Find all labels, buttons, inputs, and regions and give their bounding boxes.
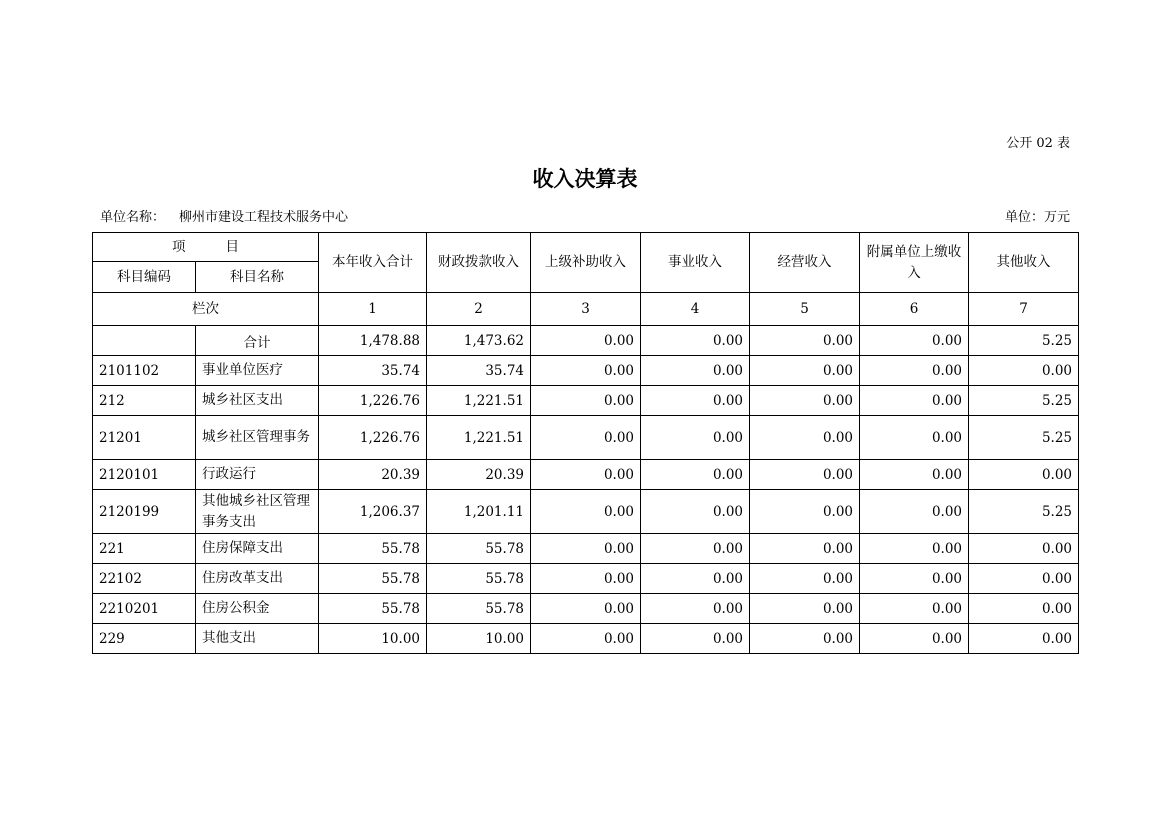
- table-row: [93, 594, 1079, 624]
- row-value: 0.00: [969, 534, 1079, 564]
- row-value: 0.00: [531, 594, 641, 624]
- row-name: 其他城乡社区管理事务支出: [196, 490, 319, 534]
- row-value: 0.00: [750, 490, 860, 534]
- row-value: 0.00: [531, 356, 641, 386]
- row-value: 0.00: [641, 534, 750, 564]
- table-row: [93, 534, 1079, 564]
- row-value: 1,206.37: [319, 490, 427, 534]
- row-value: 55.78: [319, 594, 427, 624]
- unit-name-label: 单位名称：: [100, 210, 166, 225]
- row-value: 55.78: [319, 534, 427, 564]
- row-value: 5.25: [969, 386, 1079, 416]
- row-value: 35.74: [427, 356, 531, 386]
- row-value: 0.00: [641, 594, 750, 624]
- table-row: [93, 490, 1079, 534]
- row-code: 2101102: [93, 356, 196, 386]
- col-number-6: 6: [860, 293, 969, 326]
- header-line-label: 栏次: [93, 293, 319, 326]
- row-name: 城乡社区支出: [196, 386, 319, 416]
- row-code: [93, 326, 196, 356]
- row-value: 0.00: [641, 386, 750, 416]
- row-value: 0.00: [969, 356, 1079, 386]
- row-value: 0.00: [860, 356, 969, 386]
- row-value: 0.00: [860, 564, 969, 594]
- table-row: [93, 356, 1079, 386]
- row-value: 55.78: [427, 594, 531, 624]
- row-value: 0.00: [531, 326, 641, 356]
- table-row-total: [93, 326, 1079, 356]
- item-header-char-2: 目: [225, 238, 239, 255]
- header-col-1: 本年收入合计: [319, 233, 427, 293]
- row-value: 0.00: [750, 564, 860, 594]
- header-subject-name: 科目名称: [196, 262, 319, 293]
- row-value: 0.00: [750, 624, 860, 654]
- row-code: 22102: [93, 564, 196, 594]
- col-number-2: 2: [427, 293, 531, 326]
- form-number: 公开 02 表: [1006, 136, 1070, 151]
- row-value: 0.00: [860, 386, 969, 416]
- page-title: 收入决算表: [532, 167, 638, 191]
- item-header-char-1: 项: [172, 238, 186, 255]
- row-value: 5.25: [969, 326, 1079, 356]
- row-name: 合计: [196, 326, 319, 356]
- col-number-7: 7: [969, 293, 1079, 326]
- unit-label: 单位：万元: [1004, 210, 1070, 225]
- row-code: 2210201: [93, 594, 196, 624]
- row-value: 0.00: [531, 386, 641, 416]
- row-value: 1,226.76: [319, 386, 427, 416]
- table-row: [93, 460, 1079, 490]
- row-value: 0.00: [750, 386, 860, 416]
- row-code: 221: [93, 534, 196, 564]
- row-value: 10.00: [427, 624, 531, 654]
- row-value: 5.25: [969, 490, 1079, 534]
- row-value: 0.00: [531, 460, 641, 490]
- row-code: 212: [93, 386, 196, 416]
- row-value: 0.00: [750, 460, 860, 490]
- row-value: 0.00: [860, 534, 969, 564]
- row-value: 0.00: [860, 460, 969, 490]
- table-row: [93, 386, 1079, 416]
- row-value: 0.00: [531, 416, 641, 460]
- row-value: 0.00: [531, 564, 641, 594]
- row-value: 0.00: [860, 326, 969, 356]
- row-value: 1,473.62: [427, 326, 531, 356]
- row-value: 1,201.11: [427, 490, 531, 534]
- item-header: [93, 233, 319, 262]
- row-value: 0.00: [641, 416, 750, 460]
- row-code: 2120101: [93, 460, 196, 490]
- col-number-3: 3: [531, 293, 641, 326]
- row-value: 0.00: [750, 534, 860, 564]
- row-name: 住房改革支出: [196, 564, 319, 594]
- row-name: 行政运行: [196, 460, 319, 490]
- row-value: 1,221.51: [427, 386, 531, 416]
- row-value: 0.00: [641, 460, 750, 490]
- row-value: 0.00: [750, 356, 860, 386]
- row-value: 0.00: [641, 564, 750, 594]
- row-value: 0.00: [641, 624, 750, 654]
- row-value: 55.78: [427, 534, 531, 564]
- row-value: 0.00: [969, 564, 1079, 594]
- unit-name: 柳州市建设工程技术服务中心: [179, 210, 349, 225]
- row-value: 0.00: [531, 490, 641, 534]
- row-value: 0.00: [750, 594, 860, 624]
- row-value: 20.39: [427, 460, 531, 490]
- row-code: 21201: [93, 416, 196, 460]
- table-row: [93, 416, 1079, 460]
- row-value: 0.00: [860, 416, 969, 460]
- row-value: 0.00: [531, 534, 641, 564]
- row-value: 0.00: [860, 594, 969, 624]
- row-value: 10.00: [319, 624, 427, 654]
- row-name: 住房保障支出: [196, 534, 319, 564]
- row-value: 1,478.88: [319, 326, 427, 356]
- row-value: 1,226.76: [319, 416, 427, 460]
- row-value: 55.78: [319, 564, 427, 594]
- unit-name-line: [100, 206, 348, 225]
- row-value: 0.00: [969, 460, 1079, 490]
- col-number-4: 4: [641, 293, 750, 326]
- col-number-5: 5: [750, 293, 860, 326]
- income-table: [92, 232, 1079, 654]
- row-value: 0.00: [641, 326, 750, 356]
- header-subject-code: 科目编码: [93, 262, 196, 293]
- row-code: 2120199: [93, 490, 196, 534]
- row-value: 0.00: [860, 624, 969, 654]
- row-value: 0.00: [860, 490, 969, 534]
- row-value: 35.74: [319, 356, 427, 386]
- header-col-6: 附属单位上缴收入: [860, 233, 969, 293]
- row-value: 0.00: [969, 594, 1079, 624]
- row-value: 55.78: [427, 564, 531, 594]
- header-col-5: 经营收入: [750, 233, 860, 293]
- row-value: 0.00: [641, 356, 750, 386]
- row-value: 20.39: [319, 460, 427, 490]
- row-value: 0.00: [969, 624, 1079, 654]
- table-row: [93, 624, 1079, 654]
- row-value: 0.00: [750, 326, 860, 356]
- table-row: [93, 564, 1079, 594]
- row-name: 事业单位医疗: [196, 356, 319, 386]
- row-name: 住房公积金: [196, 594, 319, 624]
- row-name: 城乡社区管理事务: [196, 416, 319, 460]
- row-name: 其他支出: [196, 624, 319, 654]
- row-value: 1,221.51: [427, 416, 531, 460]
- row-value: 0.00: [750, 416, 860, 460]
- row-value: 5.25: [969, 416, 1079, 460]
- col-number-1: 1: [319, 293, 427, 326]
- header-col-4: 事业收入: [641, 233, 750, 293]
- header-col-7: 其他收入: [969, 233, 1079, 293]
- row-value: 0.00: [531, 624, 641, 654]
- header-col-3: 上级补助收入: [531, 233, 641, 293]
- header-col-2: 财政拨款收入: [427, 233, 531, 293]
- row-code: 229: [93, 624, 196, 654]
- row-value: 0.00: [641, 490, 750, 534]
